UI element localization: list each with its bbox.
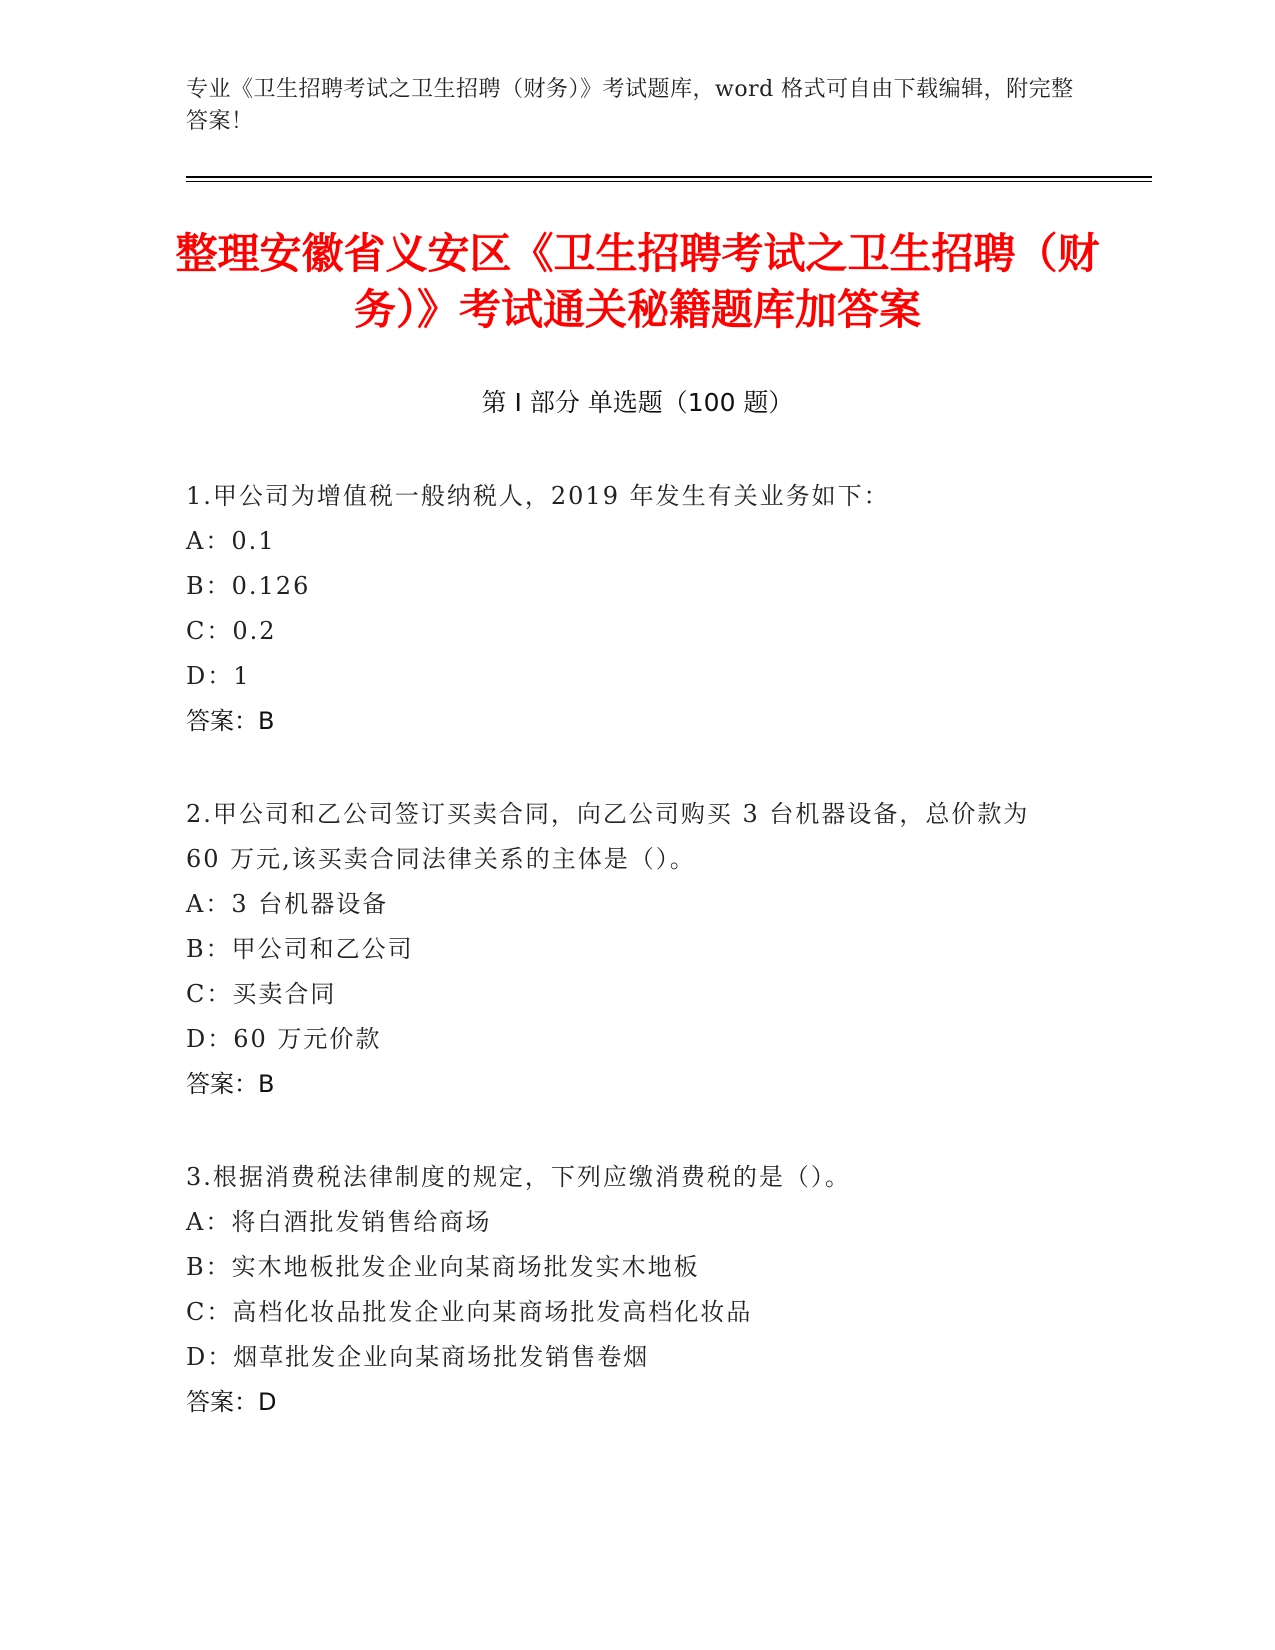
- option-a: A：将白酒批发销售给商场: [186, 1208, 492, 1236]
- option-a: A：3 台机器设备: [186, 890, 389, 918]
- answer-label: 答案：B: [186, 707, 275, 735]
- question-stem: 3.根据消费税法律制度的规定，下列应缴消费税的是（）。: [186, 1163, 851, 1191]
- question-stem: 1.甲公司为增值税一般纳税人，2019 年发生有关业务如下：: [186, 482, 890, 510]
- question-1: [186, 474, 1066, 744]
- header-rule-thin: [186, 181, 1152, 182]
- option-c: C：买卖合同: [186, 980, 337, 1008]
- question-stem: 2.甲公司和乙公司签订买卖合同，向乙公司购买 3 台机器设备，总价款为 60 万元,该买卖合同法律关系的主体是（）。: [186, 800, 1030, 873]
- option-b: B：实木地板批发企业向某商场批发实木地板: [186, 1253, 700, 1281]
- option-b: B：0.126: [186, 572, 311, 600]
- section-title: 第 I 部分 单选题（100 题）: [481, 388, 794, 417]
- answer-label: 答案：B: [186, 1070, 275, 1098]
- question-list: [186, 474, 1066, 1473]
- header-note: 专业《卫生招聘考试之卫生招聘（财务）》考试题库，word 格式可自由下载编辑，附完整答案！: [186, 77, 1074, 134]
- header-rule-thick: [186, 176, 1152, 178]
- option-c: C：高档化妆品批发企业向某商场批发高档化妆品: [186, 1298, 753, 1326]
- question-3: [186, 1155, 1066, 1425]
- option-b: B：甲公司和乙公司: [186, 935, 414, 963]
- option-d: D：1: [186, 662, 251, 690]
- document-title: 整理安徽省义安区《卫生招聘考试之卫生招聘（财务）》考试通关秘籍题库加答案: [175, 229, 1100, 334]
- option-d: D：烟草批发企业向某商场批发销售卷烟: [186, 1343, 650, 1371]
- option-c: C：0.2: [186, 617, 277, 645]
- answer-label: 答案：D: [186, 1388, 277, 1416]
- question-2: [186, 792, 1066, 1107]
- option-a: A：0.1: [186, 527, 276, 555]
- option-d: D：60 万元价款: [186, 1025, 382, 1053]
